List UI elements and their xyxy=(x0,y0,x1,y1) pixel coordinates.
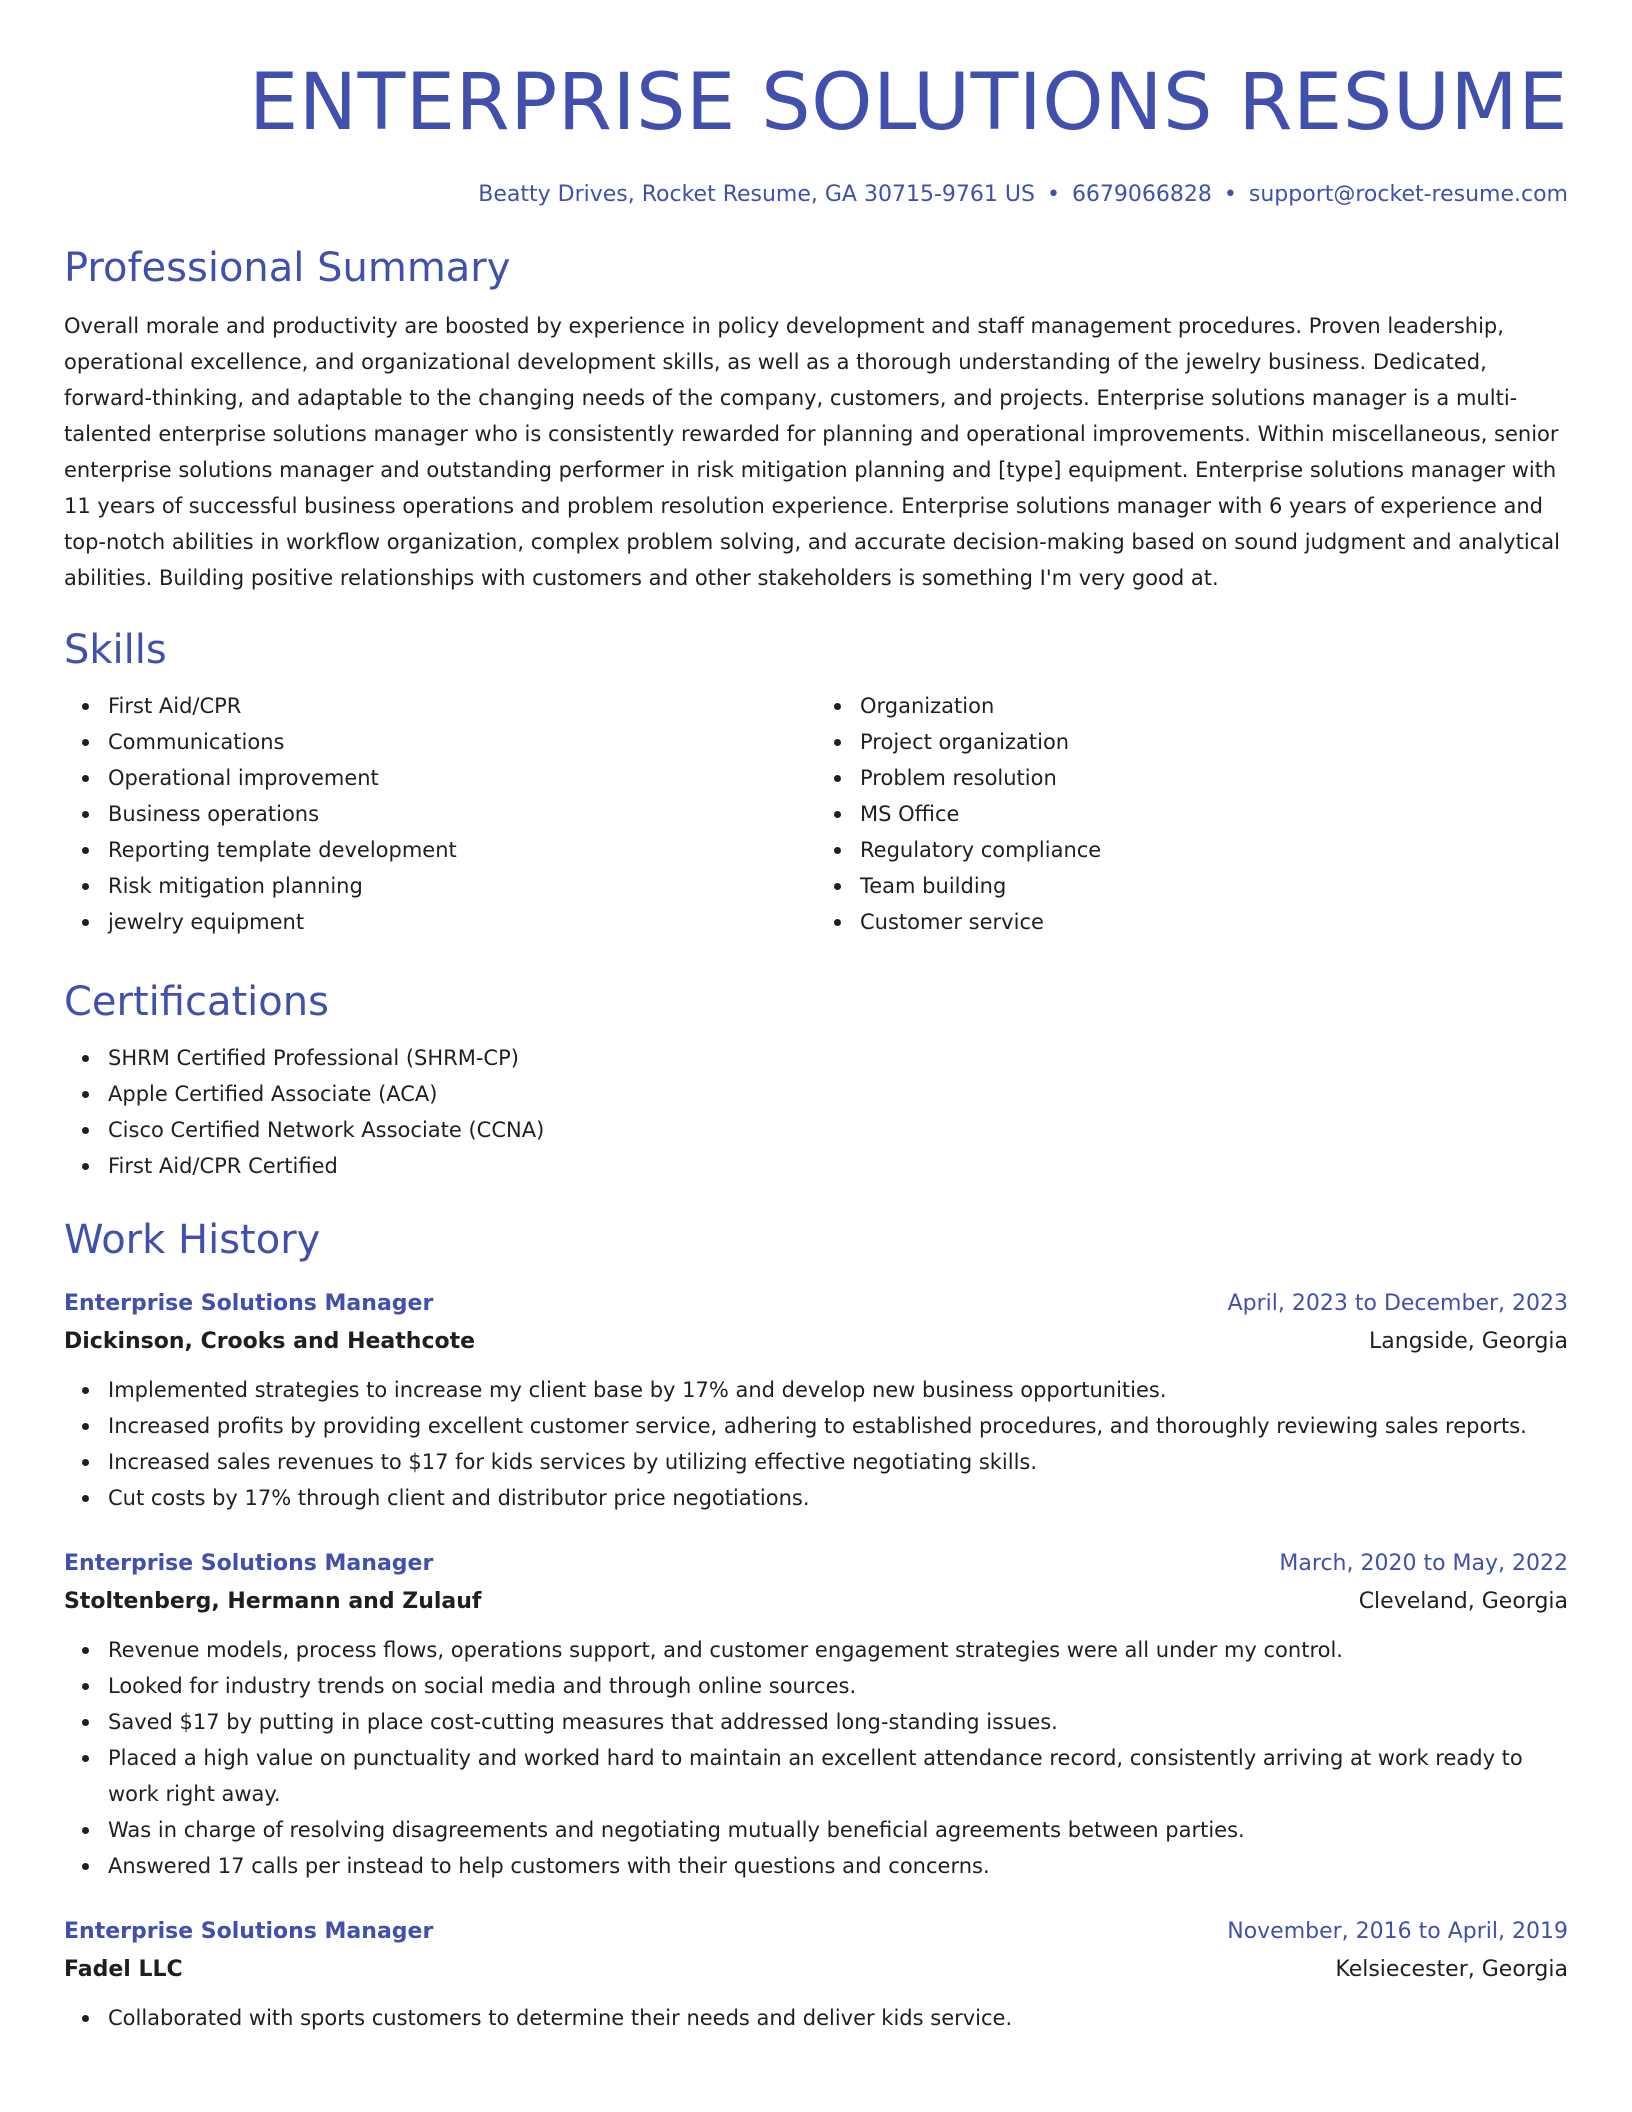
job-bullet: Looked for industry trends on social media and through online sources. xyxy=(108,1668,1568,1704)
job-title: Enterprise Solutions Manager xyxy=(64,1919,434,1944)
job-company: Dickinson, Crooks and Heathcote xyxy=(64,1329,476,1354)
certification-item: Cisco Certified Network Associate (CCNA) xyxy=(108,1112,1568,1148)
job-location: Kelsiecester, Georgia xyxy=(1335,1957,1568,1982)
skills-list-left xyxy=(64,688,816,940)
skill-item: MS Office xyxy=(860,796,1568,832)
job-bullet: Answered 17 calls per instead to help customers with their questions and concerns. xyxy=(108,1848,1568,1884)
skill-item: Reporting template development xyxy=(108,832,816,868)
job-dates: April, 2023 to December, 2023 xyxy=(1227,1291,1568,1316)
job-company: Stoltenberg, Hermann and Zulauf xyxy=(64,1589,482,1614)
job-bullets xyxy=(64,1372,1568,1516)
job-header-row xyxy=(64,1546,1568,1582)
job-header-row xyxy=(64,1914,1568,1950)
job-entry xyxy=(64,1914,1568,2036)
skill-item: Customer service xyxy=(860,904,1568,940)
job-title: Enterprise Solutions Manager xyxy=(64,1291,434,1316)
job-company-row xyxy=(64,1322,1568,1362)
skills-list-right xyxy=(816,688,1568,940)
contact-phone: 6679066828 xyxy=(1071,182,1212,207)
job-bullet: Revenue models, process flows, operations support, and customer engagement strategies were all under my control. xyxy=(108,1632,1568,1668)
skill-item: Communications xyxy=(108,724,816,760)
job-header-row xyxy=(64,1286,1568,1322)
job-bullet: Collaborated with sports customers to determine their needs and deliver kids service. xyxy=(108,2000,1568,2036)
job-company-row xyxy=(64,1582,1568,1622)
contact-address: Beatty Drives, Rocket Resume, GA 30715-9761 US xyxy=(478,182,1035,207)
summary-heading: Professional Summary xyxy=(64,245,511,291)
resume-name: ENTERPRISE SOLUTIONS RESUME xyxy=(248,58,1568,148)
certification-item: Apple Certified Associate (ACA) xyxy=(108,1076,1568,1112)
job-title: Enterprise Solutions Manager xyxy=(64,1551,434,1576)
contact-email: support@rocket-resume.com xyxy=(1248,182,1568,207)
job-bullet: Increased profits by providing excellent customer service, adhering to established procedures, and thoroughly reviewing sales reports. xyxy=(108,1408,1568,1444)
job-bullets xyxy=(64,2000,1568,2036)
skill-item: Risk mitigation planning xyxy=(108,868,816,904)
skill-item: Operational improvement xyxy=(108,760,816,796)
skills-grid xyxy=(64,688,1568,940)
job-location: Cleveland, Georgia xyxy=(1358,1589,1568,1614)
job-bullet: Increased sales revenues to $17 for kids services by utilizing effective negotiating skills. xyxy=(108,1444,1568,1480)
job-location: Langside, Georgia xyxy=(1369,1329,1568,1354)
certifications-heading: Certifications xyxy=(64,979,329,1025)
job-dates: March, 2020 to May, 2022 xyxy=(1279,1551,1568,1576)
skill-item: First Aid/CPR xyxy=(108,688,816,724)
job-entry xyxy=(64,1286,1568,1516)
certification-item: First Aid/CPR Certified xyxy=(108,1148,1568,1184)
job-bullet: Saved $17 by putting in place cost-cutting measures that addressed long-standing issues. xyxy=(108,1704,1568,1740)
work-history-heading: Work History xyxy=(64,1217,321,1263)
job-company-row xyxy=(64,1950,1568,1990)
job-dates: November, 2016 to April, 2019 xyxy=(1227,1919,1568,1944)
skill-item: jewelry equipment xyxy=(108,904,816,940)
job-bullets xyxy=(64,1632,1568,1884)
job-bullet: Was in charge of resolving disagreements and negotiating mutually beneficial agreements between parties. xyxy=(108,1812,1568,1848)
skill-item: Organization xyxy=(860,688,1568,724)
skill-item: Problem resolution xyxy=(860,760,1568,796)
skills-heading: Skills xyxy=(64,627,167,673)
contact-separator: • xyxy=(1223,182,1237,207)
skill-item: Regulatory compliance xyxy=(860,832,1568,868)
contact-separator: • xyxy=(1046,182,1060,207)
contact-line xyxy=(64,180,1568,210)
job-bullet: Cut costs by 17% through client and distributor price negotiations. xyxy=(108,1480,1568,1516)
job-bullet: Implemented strategies to increase my client base by 17% and develop new business opportunities. xyxy=(108,1372,1568,1408)
skill-item: Business operations xyxy=(108,796,816,832)
skill-item: Team building xyxy=(860,868,1568,904)
job-bullet: Placed a high value on punctuality and worked hard to maintain an excellent attendance record, consistently arriving at work ready to work right away. xyxy=(108,1740,1568,1812)
summary-text: Overall morale and productivity are boosted by experience in policy development and staff management procedures. Proven leadership, operational excellence, and organizational development skills, as well as a thorough understanding of the jewelry business. Dedicated, forward-thinking, and adaptable to the changing needs of the company, customers, and projects. Enterprise solutions manager is a multi-talented enterprise solutions manager who is consistently rewarded for planning and operational improvements. Within miscellaneous, senior enterprise solutions manager and outstanding performer in risk mitigation planning and [type] equipment. Enterprise solutions manager with 11 years of successful business operations and problem resolution experience. Enterprise solutions manager with 6 years of experience and top-notch abilities in workflow organization, complex problem solving, and accurate decision-making based on sound judgment and analytical abilities. Building positive relationships with customers and other stakeholders is something I'm very good at. xyxy=(64,314,1560,590)
job-entry xyxy=(64,1546,1568,1884)
certifications-list xyxy=(64,1040,1568,1184)
job-company: Fadel LLC xyxy=(64,1957,183,1982)
certification-item: SHRM Certified Professional (SHRM-CP) xyxy=(108,1040,1568,1076)
skill-item: Project organization xyxy=(860,724,1568,760)
